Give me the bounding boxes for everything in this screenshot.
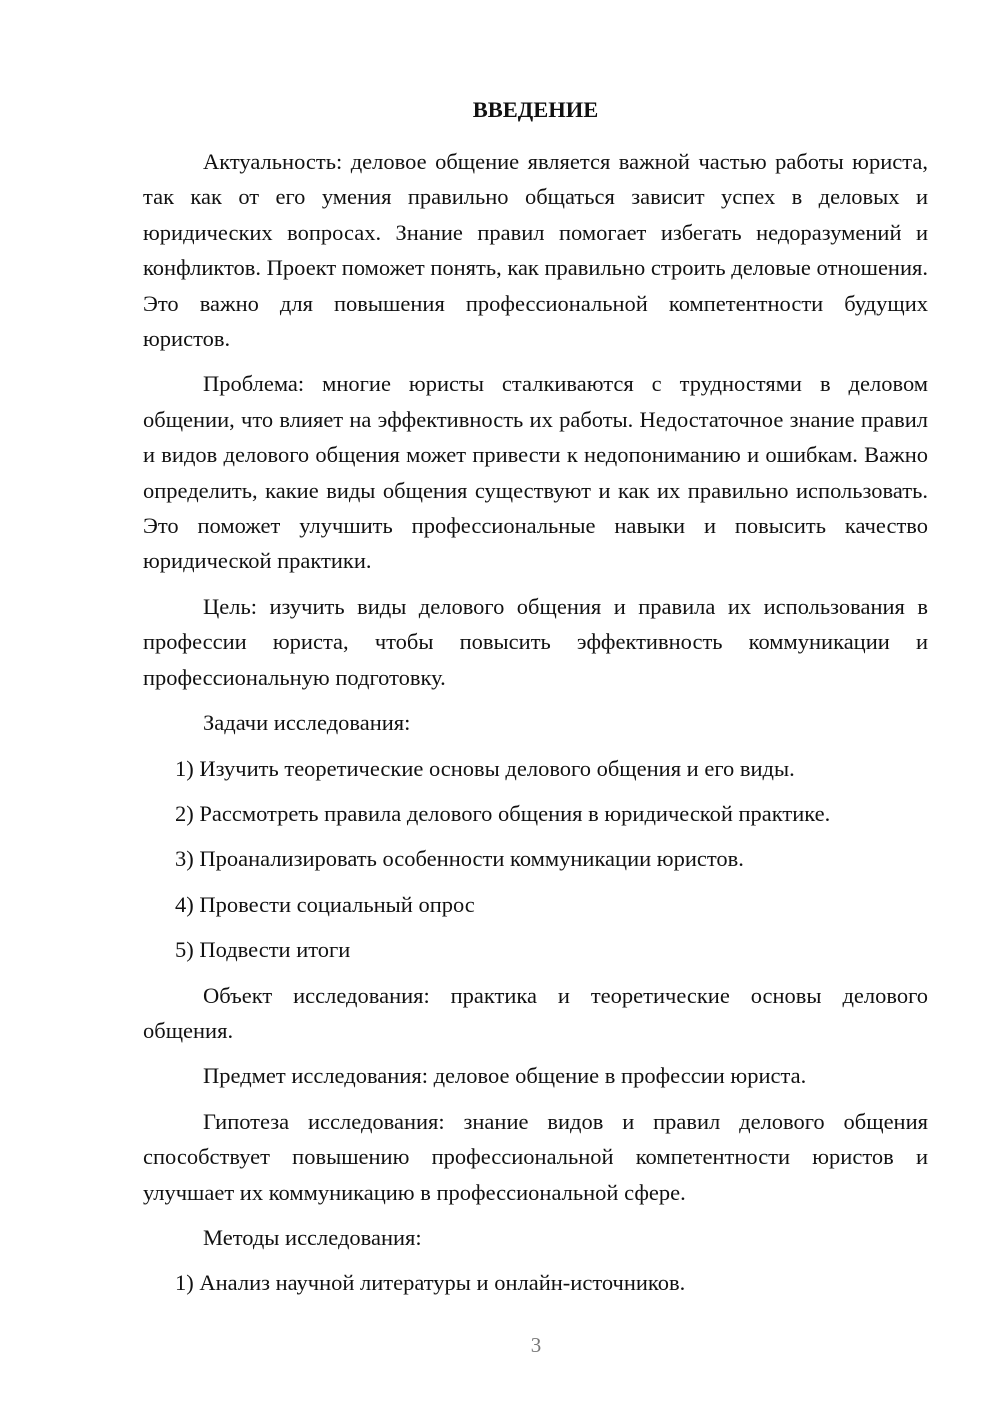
task-item: 2) Рассмотреть правила делового общения в юридической практике.	[175, 800, 831, 826]
methods-heading: Методы исследования:	[203, 1224, 422, 1250]
page-title: ВВЕДЕНИЕ	[472, 97, 599, 122]
task-item: 5) Подвести итоги	[175, 937, 351, 963]
task-item: 4) Провести социальный опрос	[175, 891, 475, 917]
hypothesis-paragraph: Гипотеза исследования: знание видов и правил делового общения способствует повышению профессиональной компетентности юристов и улучшает их коммуникацию в профессиональной сфере.	[143, 1108, 928, 1205]
method-item: 1) Анализ научной литературы и онлайн-источников.	[175, 1270, 686, 1296]
page-content	[143, 92, 928, 1311]
goal-paragraph: Цель: изучить виды делового общения и правила их использования в профессии юриста, чтобы повысить эффективность коммуникации и профессиональную подготовку.	[143, 593, 928, 690]
problem-paragraph: Проблема: многие юристы сталкиваются с трудностями в деловом общении, что влияет на эффективность их работы. Недостаточное знание правил и видов делового общения может привести к недопониманию и ошибкам. Важно определить, какие виды общения существуют и как их правильно использовать. Это поможет улучшить профессиональные навыки и повысить качество юридической практики.	[143, 371, 928, 574]
relevance-paragraph: Актуальность: деловое общение является важной частью работы юриста, так как от его умения правильно общаться зависит успех в деловых и юридических вопросах. Знание правил помогает избегать недоразумений и конфликтов. Проект поможет понять, как правильно строить деловые отношения. Это важно для повышения профессиональной компетентности будущих юристов.	[143, 149, 928, 352]
subject-paragraph: Предмет исследования: деловое общение в профессии юриста.	[203, 1063, 807, 1089]
tasks-heading: Задачи исследования:	[203, 710, 411, 736]
page-number: 3	[530, 1333, 542, 1357]
task-item: 1) Изучить теоретические основы делового общения и его виды.	[175, 755, 795, 781]
task-item: 3) Проанализировать особенности коммуникации юристов.	[175, 846, 744, 872]
object-paragraph: Объект исследования: практика и теоретические основы делового общения.	[143, 982, 928, 1043]
